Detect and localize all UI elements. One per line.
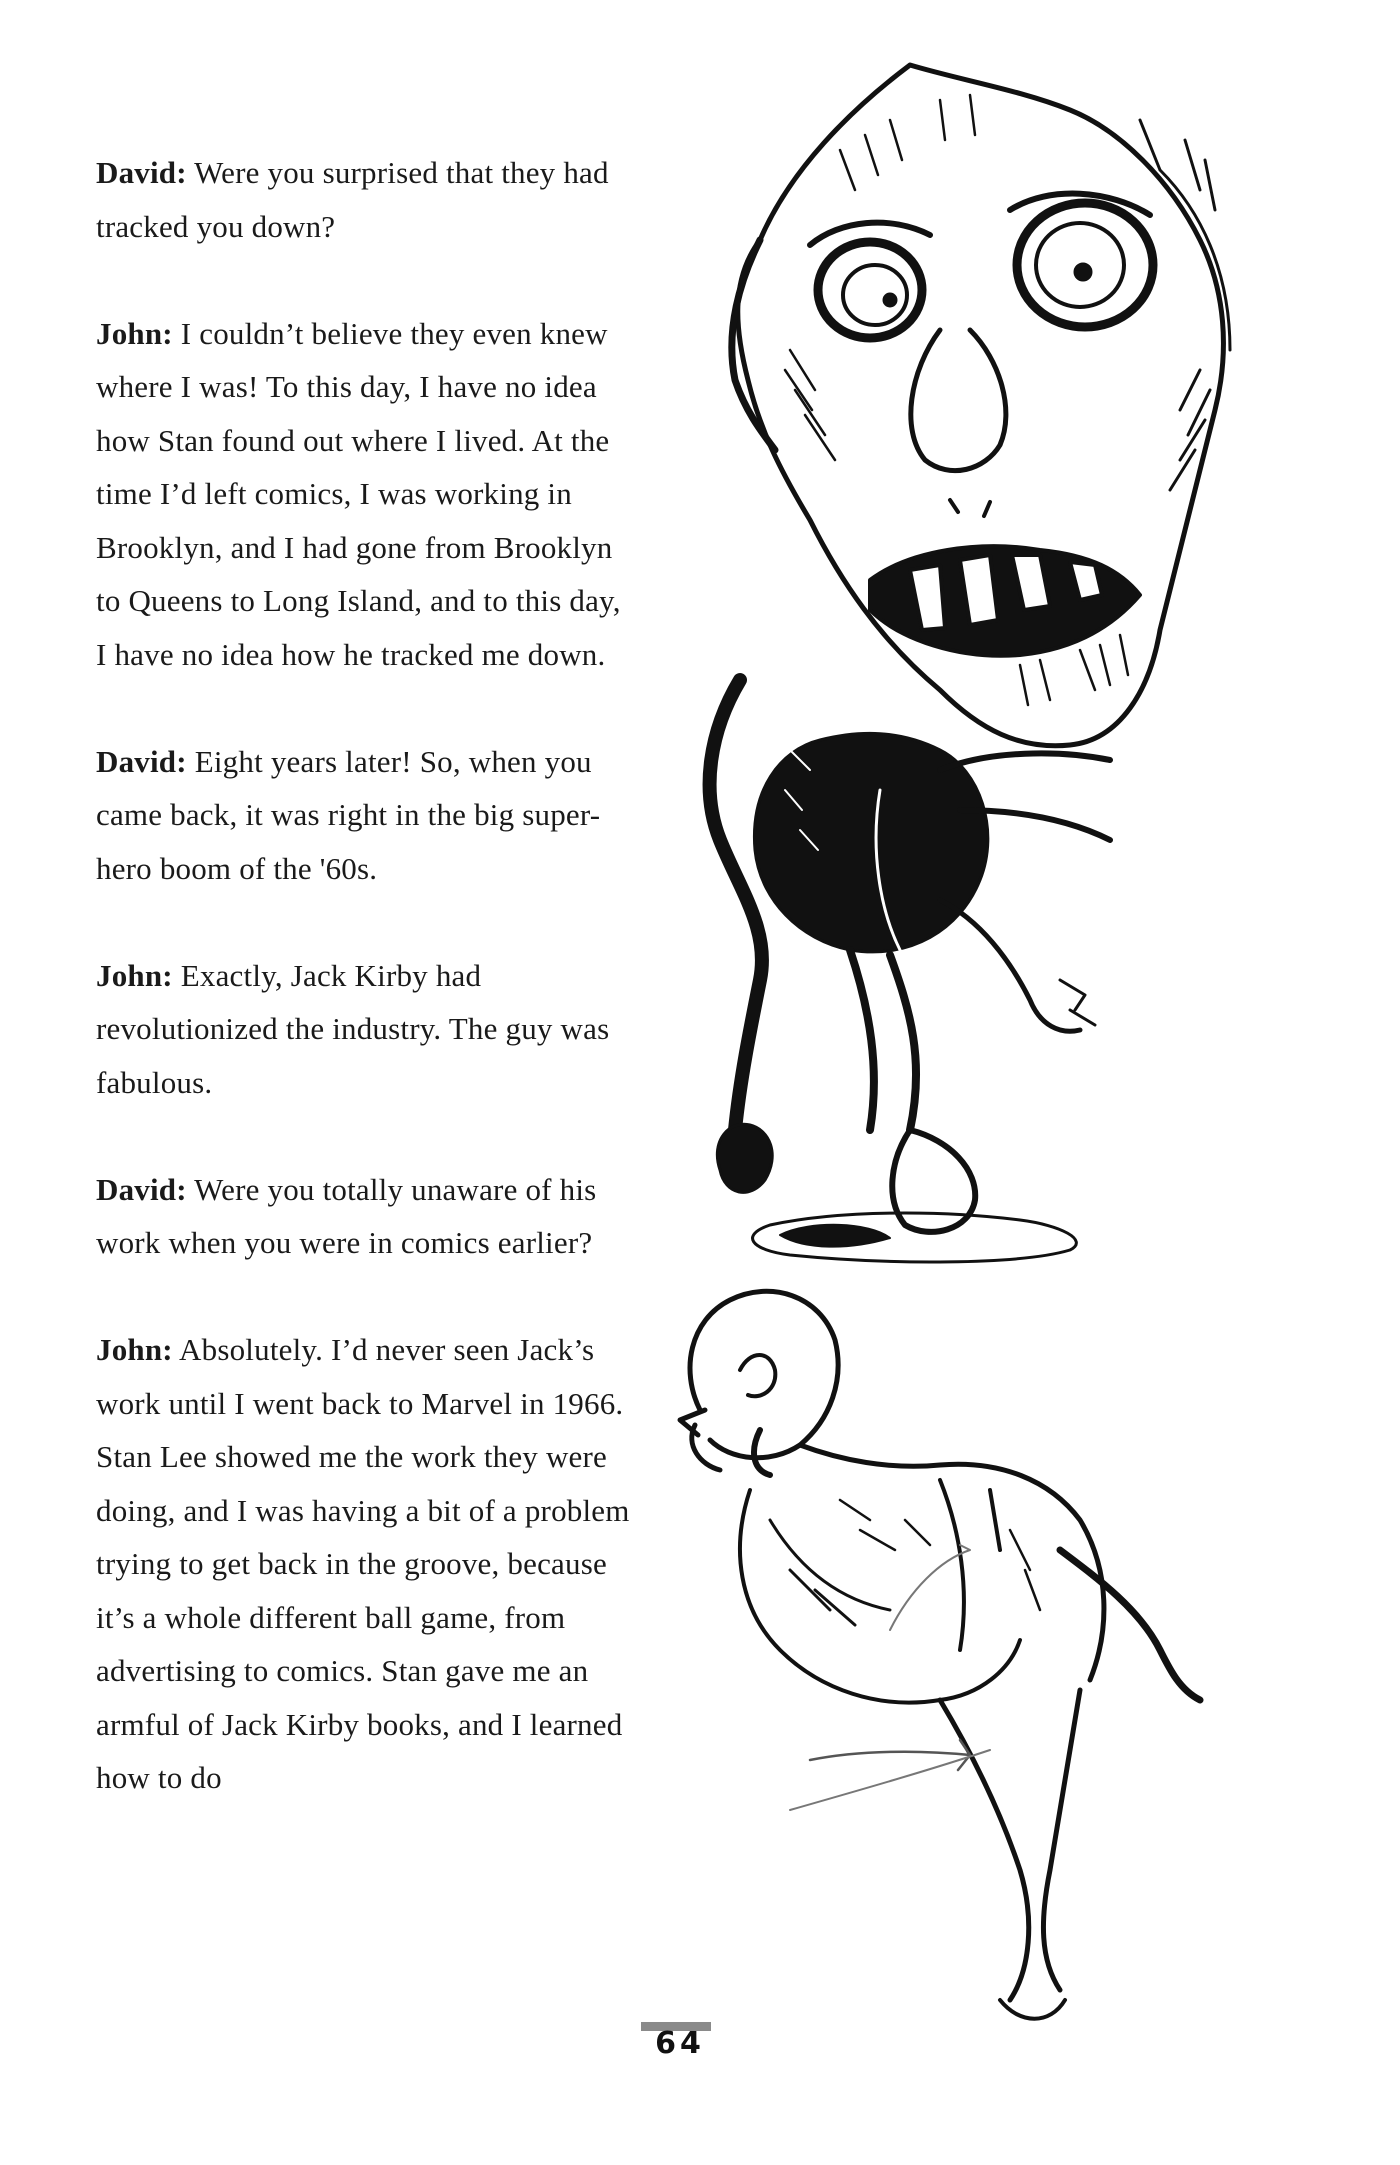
paragraph-text: Were you surprised that they had tracked you down? [96,155,609,244]
speaker-name: David: [96,743,187,779]
interview-paragraph [96,735,636,896]
paragraph-text: Exactly, Jack Kirby had revolutionized the industry. The guy was fabulous. [96,957,610,1100]
interview-paragraph [96,1163,636,1270]
sketch-illustrations [640,50,1260,2040]
page-number [648,2020,712,2061]
interview-paragraph [96,1323,636,1805]
page-number-text: 64 [655,2026,705,2061]
paragraph-text: I couldn’t believe they even knew where I was! To this day, I have no idea how Stan found out where I lived. At the time I’d left comics, I was working in Brooklyn, and I had gone from Brooklyn to Queens to Long Island, and to this day, I have no idea how he tracked me down. [96,315,621,672]
monster-head-sketch [732,65,1230,746]
interview-paragraph [96,307,636,682]
interview-text [96,146,636,1805]
hunched-figure-sketch [710,680,1110,1262]
speaker-name: John: [96,957,173,993]
speaker-name: John: [96,1332,173,1367]
bald-figure-sketch [680,1291,1200,2018]
speaker-name: John: [96,315,173,351]
paragraph-text: Eight years later! So, when you came back, it was right in the big super-hero boom of the '60s. [96,743,601,886]
speaker-name: David: [96,155,187,190]
interview-paragraph [96,949,636,1110]
ink-sketches [640,50,1260,2040]
speaker-name: David: [96,1171,187,1207]
interview-paragraph [96,146,636,253]
paragraph-text: Were you totally unaware of his work when you were in comics earlier? [96,1171,597,1260]
paragraph-text: Absolutely. I’d never seen Jack’s work until I went back to Marvel in 1966. Stan Lee showed me the work they were doing, and I was having a bit of a problem trying to get back in the groove, because it’s a whole different ball game, from advertising to comics. Stan gave me an armful of Jack Kirby books, and I learned how to do [96,1332,630,1795]
